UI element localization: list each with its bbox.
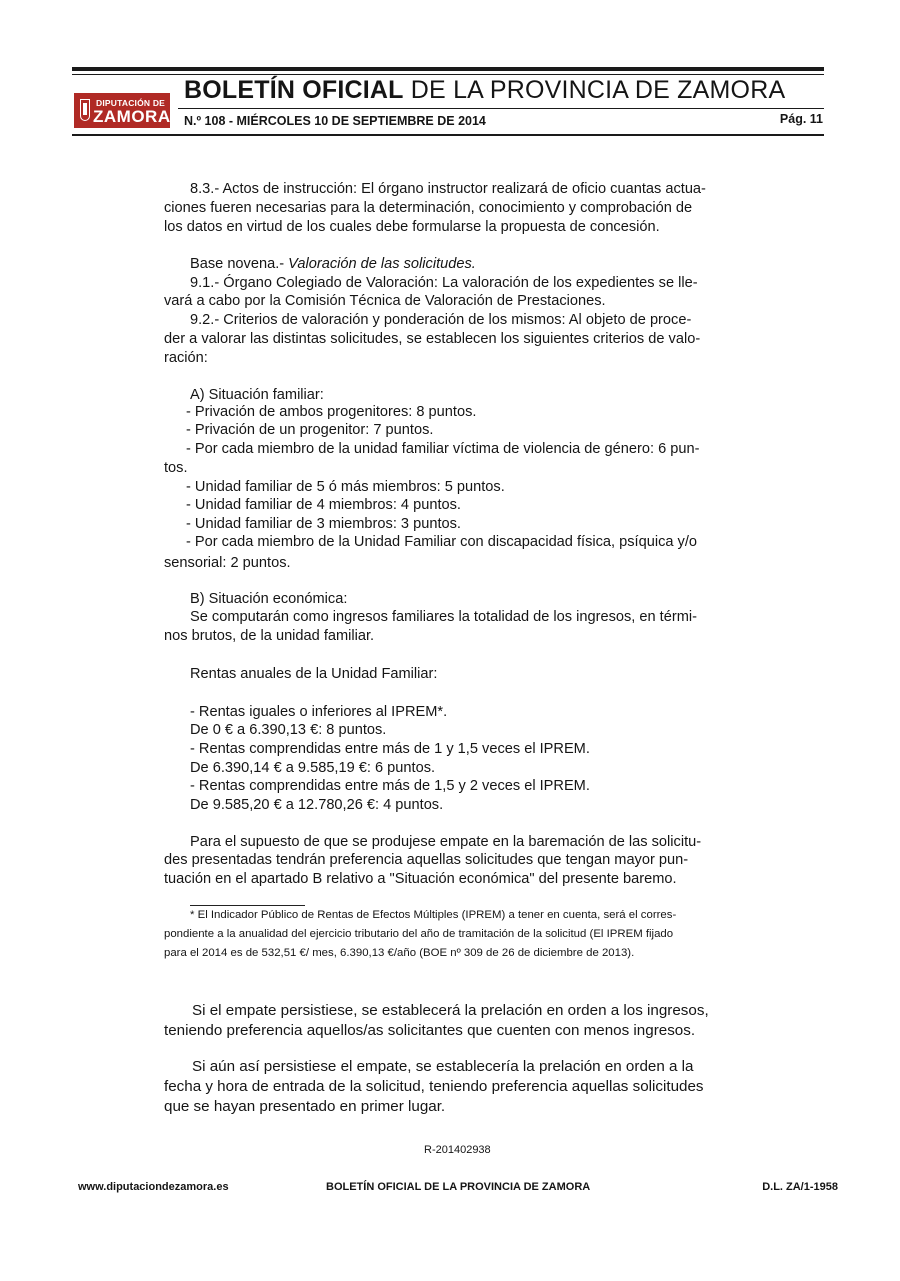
footer-website-link[interactable]: www.diputaciondezamora.es — [78, 1181, 229, 1193]
body-line: sensorial: 2 puntos. — [164, 555, 291, 571]
body-line: De 6.390,14 € a 9.585,19 €: 6 puntos. — [190, 760, 436, 776]
list-item: - Unidad familiar de 4 miembros: 4 puntos. — [186, 497, 461, 513]
list-item: - Por cada miembro de la unidad familiar víctima de violencia de género: 6 pun- — [186, 441, 700, 457]
body-line: 9.2.- Criterios de valoración y ponderación de los mismos: Al objeto de proce- — [190, 312, 692, 328]
page-number: Pág. 11 — [779, 112, 823, 126]
footer-title: BOLETÍN OFICIAL DE LA PROVINCIA DE ZAMORA — [326, 1181, 591, 1193]
bulletin-title-rest: DE LA PROVINCIA DE ZAMORA — [403, 76, 786, 104]
subsection-heading: A) Situación familiar: — [190, 387, 324, 403]
crest-icon — [80, 99, 90, 121]
body-line: ración: — [164, 350, 208, 366]
body-line: De 9.585,20 € a 12.780,26 €: 4 puntos. — [190, 797, 444, 813]
diputacion-logo — [74, 93, 170, 128]
body-line: tos. — [164, 460, 188, 476]
section-heading-italic: Valoración de las solicitudes. — [288, 256, 476, 272]
footnote-line: para el 2014 es de 532,51 €/ mes, 6.390,13 €/año (BOE nº 309 de 26 de diciembre de 2013). — [164, 947, 635, 959]
logo-line1: DIPUTACIÓN DE — [96, 98, 166, 108]
header-rule-bottom — [72, 134, 824, 136]
body-line: tuación en el apartado B relativo a "Situación económica" del presente baremo. — [164, 871, 677, 887]
section-heading — [190, 255, 476, 274]
body-line: Rentas anuales de la Unidad Familiar: — [190, 666, 438, 682]
list-item: - Rentas comprendidas entre más de 1 y 1,5 veces el IPREM. — [190, 741, 590, 757]
bulletin-title-bold: BOLETÍN OFICIAL — [184, 76, 404, 104]
header-rule-thin — [72, 74, 824, 75]
body-line: Si el empate persistiese, se establecerá la prelación en orden a los ingresos, — [192, 1002, 709, 1019]
document-reference: R-201402938 — [424, 1144, 491, 1156]
header-rule-middle — [178, 108, 824, 109]
footnote-line: * El Indicador Público de Rentas de Efectos Múltiples (IPREM) a tener en cuenta, será el corres- — [190, 909, 677, 921]
list-item: - Privación de un progenitor: 7 puntos. — [186, 422, 434, 438]
body-line: vará a cabo por la Comisión Técnica de Valoración de Prestaciones. — [164, 293, 606, 309]
body-line: Si aún así persistiese el empate, se establecería la prelación en orden a la — [192, 1058, 694, 1075]
body-line: 8.3.- Actos de instrucción: El órgano instructor realizará de oficio cuantas actua- — [190, 181, 706, 197]
list-item: - Rentas comprendidas entre más de 1,5 y 2 veces el IPREM. — [190, 778, 590, 794]
body-line: fecha y hora de entrada de la solicitud, teniendo preferencia aquellas solicitudes — [164, 1078, 704, 1095]
body-line: los datos en virtud de los cuales debe formularse la propuesta de concesión. — [164, 219, 660, 235]
bulletin-title — [184, 76, 785, 105]
footnote-line: pondiente a la anualidad del ejercicio tributario del año de tramitación de la solicitud (El IPREM fijado — [164, 928, 674, 940]
list-item: - Rentas iguales o inferiores al IPREM*. — [190, 704, 448, 720]
footer-legal-deposit: D.L. ZA/1-1958 — [762, 1181, 838, 1193]
body-line: 9.1.- Órgano Colegiado de Valoración: La valoración de los expedientes se lle- — [190, 275, 698, 291]
issue-line: N.º 108 - MIÉRCOLES 10 DE SEPTIEMBRE DE 2014 — [184, 114, 486, 128]
body-line: De 0 € a 6.390,13 €: 8 puntos. — [190, 722, 387, 738]
subsection-heading: B) Situación económica: — [190, 591, 348, 607]
list-item: - Privación de ambos progenitores: 8 puntos. — [186, 404, 477, 420]
body-line: der a valorar las distintas solicitudes, se establecen los siguientes criterios de valo- — [164, 331, 701, 347]
logo-line2: ZAMORA — [93, 107, 171, 126]
header-rule-thick — [72, 67, 824, 71]
body-line: Para el supuesto de que se produjese empate en la baremación de las solicitu- — [190, 834, 702, 850]
body-line: teniendo preferencia aquellos/as solicitantes que cuenten con menos ingresos. — [164, 1022, 696, 1039]
body-line: Se computarán como ingresos familiares la totalidad de los ingresos, en térmi- — [190, 609, 697, 625]
list-item: - Unidad familiar de 3 miembros: 3 puntos. — [186, 516, 461, 532]
body-line: ciones fueren necesarias para la determinación, conocimiento y comprobación de — [164, 200, 693, 216]
list-item: - Por cada miembro de la Unidad Familiar con discapacidad física, psíquica y/o — [186, 534, 698, 550]
section-heading-label: Base novena.- — [190, 256, 289, 272]
list-item: - Unidad familiar de 5 ó más miembros: 5 puntos. — [186, 479, 505, 495]
body-line: nos brutos, de la unidad familiar. — [164, 628, 375, 644]
body-line: que se hayan presentado en primer lugar. — [164, 1098, 446, 1115]
body-line: des presentadas tendrán preferencia aquellas solicitudes que tengan mayor pun- — [164, 852, 689, 868]
